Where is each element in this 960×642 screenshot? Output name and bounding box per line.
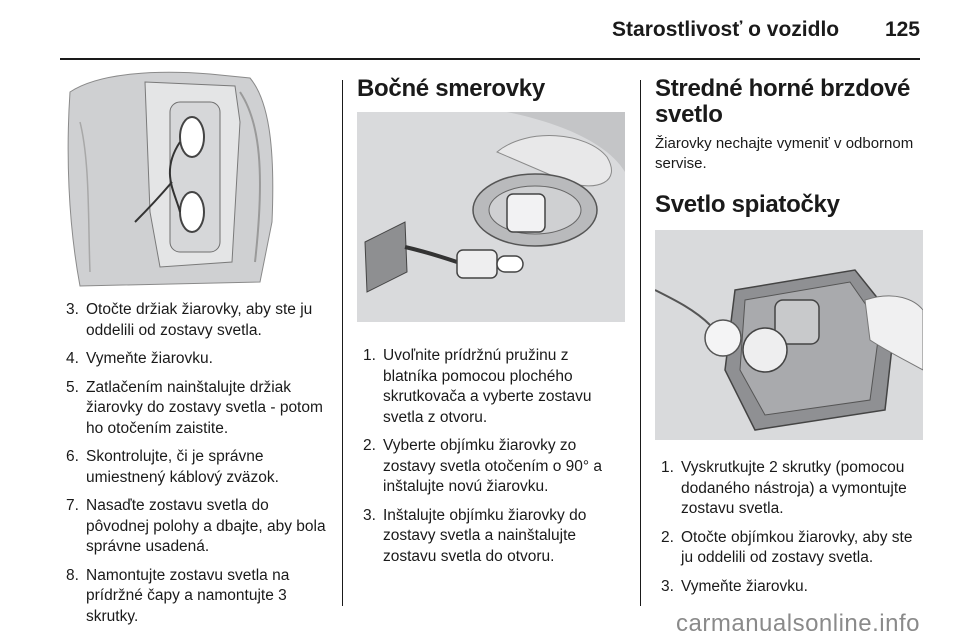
page-number: 125 [884,18,920,41]
column-divider-2 [640,80,641,606]
list-item: 8. Namontujte zostavu svetla na prídržné čapy a namontujte 3 skrutky. [66,566,290,625]
column-divider-1 [342,80,343,606]
page-header [612,18,920,42]
column-2 [357,62,625,575]
list-item: 4. Vymeňte žiarovku. [66,350,213,367]
brake-light-paragraph: Žiarovky nechajte vymeniť v odbornom servise. [655,135,914,172]
steps-list-col3 [655,458,923,597]
watermark: carmanualsonline.info [676,610,920,637]
list-item: 3. Otočte držiak žiarovky, aby ste ju oddelili od zostavy svetla. [66,301,313,339]
list-item: 5. Zatlačením nainštalujte držiak žiarovky do zostavy svetla - potom ho otočením zaistite. [66,378,323,437]
list-item: 2. Vyberte objímku žiarovky zo zostavy svetla otočením o 90° a inštalujte novú žiarovku. [363,437,603,495]
header-rule [60,58,920,60]
list-item: 3. Vymeňte žiarovku. [661,577,808,595]
side-indicator-illustration [357,112,625,322]
column-3 [655,62,923,605]
reversing-light-heading: Svetlo spiatočky [655,191,840,218]
column-1 [60,62,328,635]
steps-list-col2 [357,346,625,567]
tail-light-bulb-holder-illustration [60,62,328,290]
list-item: 1. Vyskrutkujte 2 skrutky (pomocou dodaného nástroja) a vymontujte zostavu svetla. [661,459,907,517]
side-indicator-heading: Bočné smerovky [357,75,545,102]
list-item: 3. Inštalujte objímku žiarovky do zostavy svetla a nainštalujte zostavu svetla do otvoru. [363,506,587,565]
list-item: 1. Uvoľnite prídržnú pružinu z blatníka pomocou plochého skrutkovača a vyberte zostavu svetla z otvoru. [363,347,592,426]
list-item: 2. Otočte objímkou žiarovky, aby ste ju oddelili od zostavy svetla. [661,528,913,566]
reversing-light-illustration [655,230,923,440]
brake-light-heading: Stredné horné brzdové svetlo [655,75,911,128]
steps-list-col1 [60,300,328,627]
list-item: 6. Skontrolujte, či je správne umiestnený káblový zväzok. [66,448,279,486]
list-item: 7. Nasaďte zostavu svetla do pôvodnej polohy a dbajte, aby bola správne usadená. [66,497,326,555]
section-title: Starostlivosť o vozidlo [612,18,840,41]
